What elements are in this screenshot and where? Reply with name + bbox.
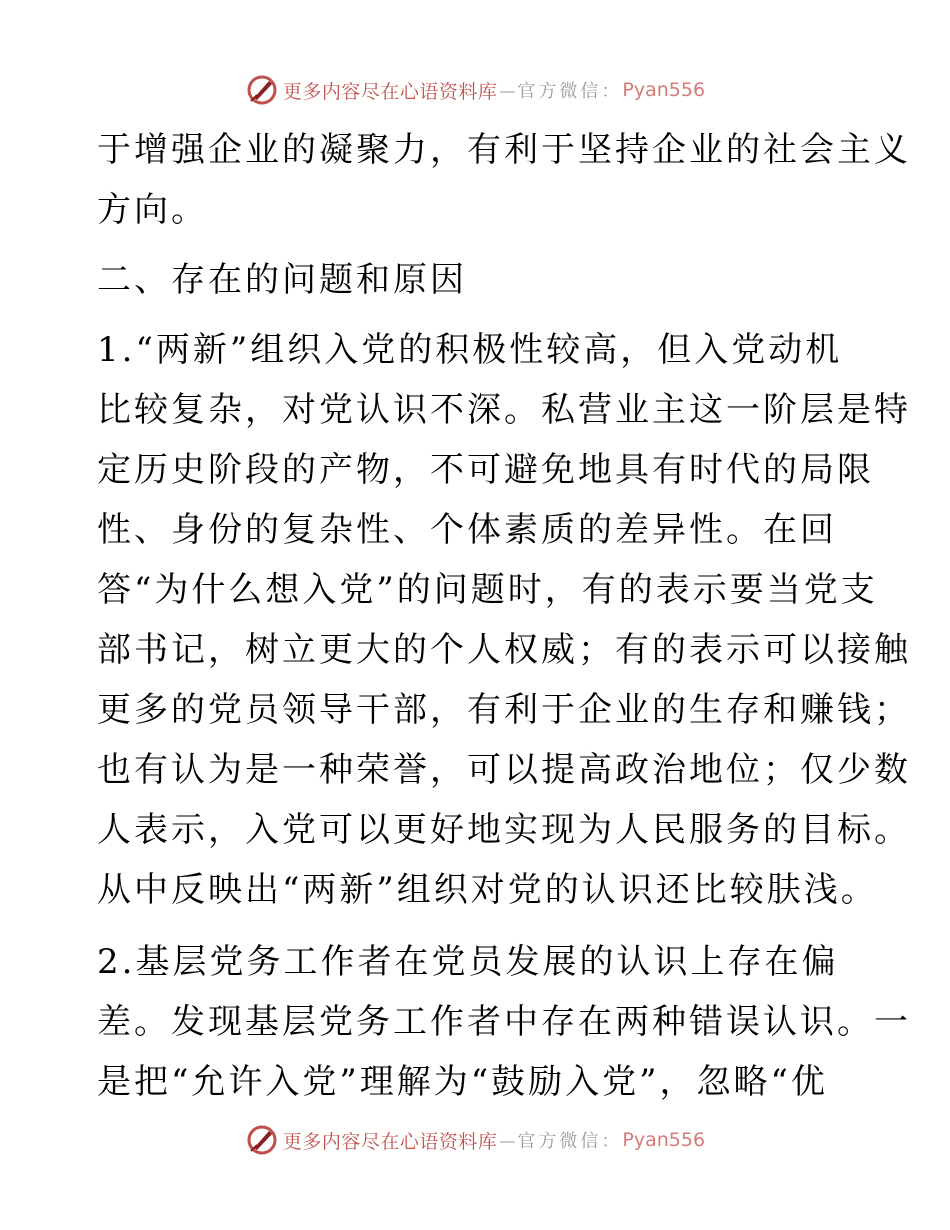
watermark-separator: — xyxy=(499,80,516,100)
document-body xyxy=(97,120,911,1112)
text-line: 于增强企业的凝聚力，有利于坚持企业的社会主义 xyxy=(97,130,911,170)
watermark-wechat-id: Pyan556 xyxy=(622,1129,706,1151)
text-line: 方向。 xyxy=(97,190,208,230)
text-line: 1.“两新”组织入党的积极性较高，但入党动机 xyxy=(97,330,843,370)
text-line: 也有认为是一种荣誉，可以提高政治地位；仅少数 xyxy=(97,750,911,790)
text-line: 性、身份的复杂性、个体素质的差异性。在回 xyxy=(97,510,837,550)
watermark-official-label: 官方微信： xyxy=(517,81,623,102)
text-line: 比较复杂，对党认识不深。私营业主这一阶层是特 xyxy=(97,390,911,430)
watermark-brand-text: 更多内容尽在心语资料库 xyxy=(282,1130,498,1153)
footer-watermark xyxy=(0,1120,950,1160)
section-heading: 二、存在的问题和原因 xyxy=(97,260,467,300)
text-line: 差。发现基层党务工作者中存在两种错误认识。一 xyxy=(97,1002,911,1042)
feather-pen-logo-icon xyxy=(245,1123,279,1157)
watermark-brand-text: 更多内容尽在心语资料库 xyxy=(282,80,498,103)
text-line: 更多的党员领导干部，有利于企业的生存和赚钱； xyxy=(97,690,911,730)
watermark-separator: — xyxy=(499,1130,516,1150)
text-line: 是把“允许入党”理解为“鼓励入党”，忽略“优 xyxy=(97,1062,828,1102)
text-line: 定历史阶段的产物，不可避免地具有时代的局限 xyxy=(97,450,874,490)
watermark-wechat-id: Pyan556 xyxy=(622,79,706,101)
text-line: 部书记，树立更大的个人权威；有的表示可以接触 xyxy=(97,630,911,670)
text-line: 2.基层党务工作者在党员发展的认识上存在偏 xyxy=(97,942,839,982)
text-line: 人表示，入党可以更好地实现为人民服务的目标。 xyxy=(97,810,911,850)
header-watermark xyxy=(0,70,950,110)
text-line: 从中反映出“两新”组织对党的认识还比较肤浅。 xyxy=(97,870,878,910)
feather-pen-logo-icon xyxy=(245,73,279,107)
text-line: 答“为什么想入党”的问题时，有的表示要当党支 xyxy=(97,570,878,610)
watermark-official-label: 官方微信： xyxy=(517,1131,623,1152)
